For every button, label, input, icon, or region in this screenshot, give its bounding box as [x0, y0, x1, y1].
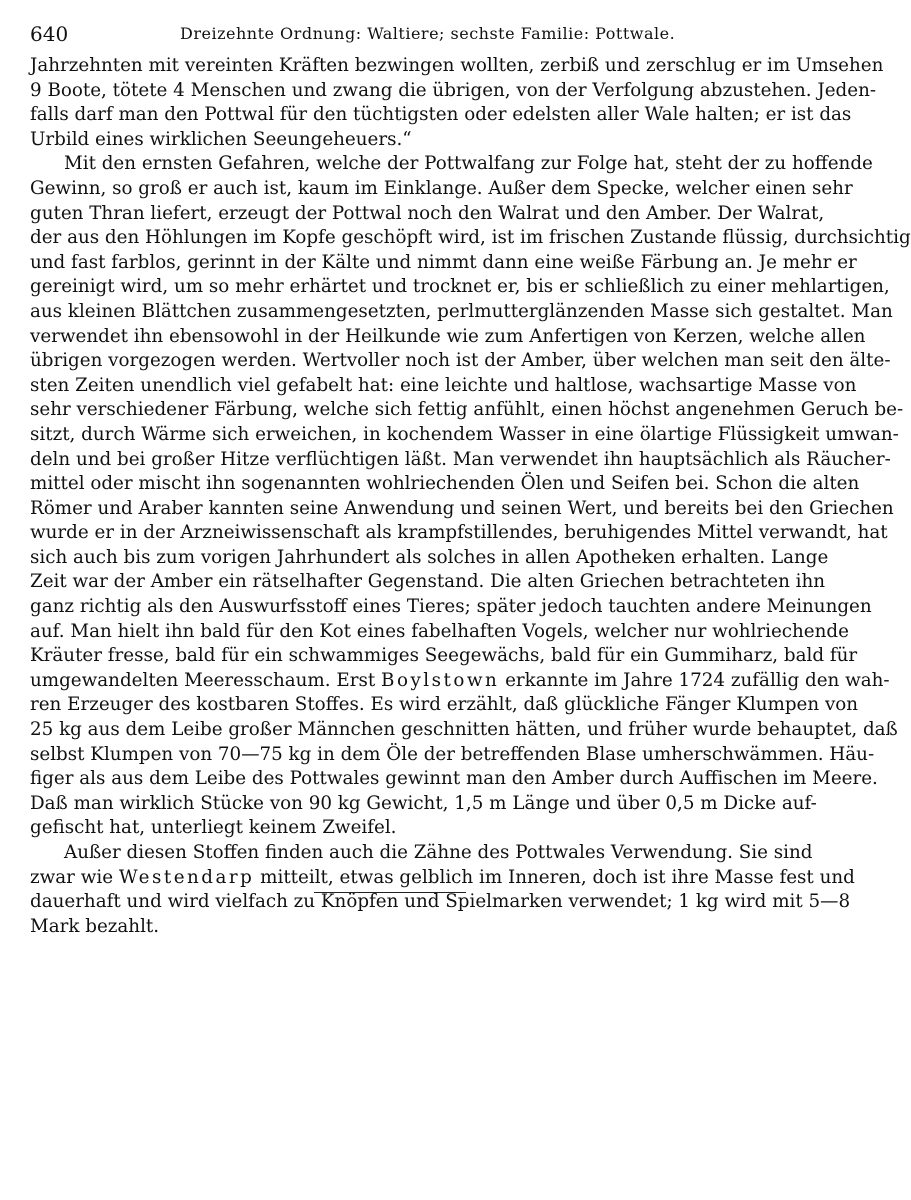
text-segment: falls darf man den Pottwal für den tüchtigsten oder edelsten aller Wale halten; er ist das — [30, 104, 852, 126]
text-segment: 9 Boote, tötete 4 Menschen und zwang die übrigen, von der Verfolgung abzustehen. Jeden- — [30, 79, 877, 101]
text-segment: 25 kg aus dem Leibe großer Männchen geschnitten hätten, und früher wurde behauptet, daß — [30, 719, 898, 741]
text-segment: Gewinn, so groß er auch ist, kaum im Einklange. Außer dem Specke, welcher einen sehr — [30, 177, 853, 199]
text-line — [30, 644, 858, 669]
page-header — [30, 22, 742, 48]
text-line — [30, 546, 829, 571]
text-line — [30, 275, 890, 300]
text-segment: und fast farblos, gerinnt in der Kälte und nimmt dann eine weiße Färbung an. Je mehr er — [30, 251, 857, 273]
text-segment: verwendet ihn ebensowohl in der Heilkunde wie zum Anfertigen von Kerzen, welche allen — [30, 325, 866, 347]
text-segment: Zeit war der Amber ein rätselhafter Gegenstand. Die alten Griechen betrachteten ihn — [30, 571, 826, 593]
text-segment: deln und bei großer Hitze verflüchtigen läßt. Man verwendet ihn hauptsächlich als Räucher- — [30, 448, 891, 470]
text-line — [30, 620, 849, 645]
text-line — [30, 472, 860, 497]
text-segment: Kräuter fresse, bald für ein schwammiges Seegewächs, bald für ein Gummiharz, bald für — [30, 645, 858, 667]
text-line — [30, 300, 893, 325]
text-line — [30, 79, 877, 104]
text-line — [30, 54, 884, 79]
text-line — [30, 767, 878, 792]
text-line — [30, 890, 851, 915]
text-segment: sehr verschiedener Färbung, welche sich fettig anfühlt, einen höchst angenehmen Geruch be- — [30, 399, 904, 421]
text-line — [30, 177, 853, 202]
text-segment: mittel oder mischt ihn sogenannten wohlriechenden Ölen und Seifen bei. Schon die alten — [30, 473, 860, 495]
text-segment: erkannte im Jahre 1724 zufällig den wah- — [505, 669, 890, 691]
spaced-name: Boylstown — [381, 669, 500, 691]
text-segment: gereinigt wird, um so mehr erhärtet und trocknet er, bis er schließlich zu einer mehlartigen, — [30, 276, 890, 298]
spaced-name: Westendarp — [118, 866, 255, 888]
text-line — [30, 693, 859, 718]
text-segment: sten Zeiten unendlich viel gefabelt hat: eine leichte und haltlose, wachsartige Masse von — [30, 374, 857, 396]
text-segment: Römer und Araber kannten seine Anwendung und seinen Wert, und bereits bei den Griechen — [30, 497, 894, 519]
text-segment: Urbild eines wirklichen Seeungeheuers.“ — [30, 128, 412, 150]
text-segment: sich auch bis zum vorigen Jahrhundert als solches in allen Apotheken erhalten. Lange — [30, 546, 829, 568]
text-segment: Außer diesen Stoffen finden auch die Zähne des Pottwales Verwendung. Sie sind — [64, 842, 813, 863]
text-line — [30, 669, 890, 694]
text-line — [30, 497, 894, 522]
text-line — [30, 718, 898, 743]
text-line — [30, 423, 899, 448]
text-segment: Jahrzehnten mit vereinten Kräften bezwingen wollten, zerbiß und zerschlug er im Umsehen — [30, 55, 884, 76]
text-segment: Daß man wirklich Stücke von 90 kg Gewicht, 1,5 m Länge und über 0,5 m Dicke auf- — [30, 792, 817, 814]
text-segment: aus kleinen Blättchen zusammengesetzten, perlmutterglänzenden Masse sich gestaltet. Man — [30, 300, 893, 322]
text-segment: auf. Man hielt ihn bald für den Kot eines fabelhaften Vogels, welcher nur wohlriechende — [30, 620, 849, 642]
text-line — [30, 202, 825, 227]
page-number: 640 — [30, 22, 69, 46]
text-line — [30, 251, 857, 276]
text-line — [30, 841, 813, 866]
text-segment: ren Erzeuger des kostbaren Stoffes. Es wird erzählt, daß glückliche Fänger Klumpen von — [30, 694, 859, 716]
text-segment: figer als aus dem Leibe des Pottwales gewinnt man den Amber durch Auffischen im Meere. — [30, 768, 878, 790]
text-line — [30, 349, 891, 374]
text-segment: Mark bezahlt. — [30, 915, 160, 937]
text-line — [30, 226, 911, 251]
text-segment: der aus den Höhlungen im Kopfe geschöpft wird, ist im frischen Zustande flüssig, durchsichtig — [30, 227, 911, 249]
text-line — [30, 374, 857, 399]
text-segment: zwar wie — [30, 866, 114, 888]
text-segment: sitzt, durch Wärme sich erweichen, in kochendem Wasser in eine ölartige Flüssigkeit umwan- — [30, 423, 899, 445]
text-line — [30, 152, 873, 177]
text-segment: dauerhaft und wird vielfach zu Knöpfen und Spielmarken verwendet; 1 kg wird mit 5—8 — [30, 891, 851, 913]
text-segment: übrigen vorgezogen werden. Wertvoller noch ist der Amber, über welchen man seit den älte- — [30, 350, 891, 372]
text-segment: selbst Klumpen von 70—75 kg in dem Öle der betreffenden Blase umherschwämmen. Häu- — [30, 743, 875, 765]
text-segment: wurde er in der Arzneiwissenschaft als krampfstillendes, beruhigendes Mittel verwandt, hat — [30, 522, 888, 544]
text-line — [30, 595, 872, 620]
text-line — [30, 816, 745, 841]
text-segment: umgewandelten Meeresschaum. Erst — [30, 669, 376, 691]
text-line — [30, 128, 745, 153]
text-segment: gefischt hat, unterliegt keinem Zweifel. — [30, 817, 397, 839]
text-line — [30, 103, 852, 128]
text-line — [30, 325, 866, 350]
text-line — [30, 915, 745, 940]
text-segment: ganz richtig als den Auswurfsstoff eines Tieres; später jedoch tauchten andere Meinungen — [30, 596, 872, 618]
text-line — [30, 448, 891, 473]
text-segment: mitteilt, etwas gelblich im Inneren, doch ist ihre Masse fest und — [260, 866, 855, 888]
text-line — [30, 570, 826, 595]
text-segment: guten Thran liefert, erzeugt der Pottwal noch den Walrat und den Amber. Der Walrat, — [30, 202, 825, 224]
running-head: Dreizehnte Ordnung: Waltiere; sechste Familie: Pottwale. — [180, 24, 676, 43]
text-line — [30, 743, 875, 768]
text-line — [30, 866, 855, 891]
text-line — [30, 521, 888, 546]
text-line — [30, 398, 904, 423]
body-text — [30, 54, 911, 939]
text-segment: Mit den ernsten Gefahren, welche der Pottwalfang zur Folge hat, steht der zu hoffende — [64, 153, 873, 175]
text-line — [30, 792, 817, 817]
end-rule — [314, 892, 466, 893]
